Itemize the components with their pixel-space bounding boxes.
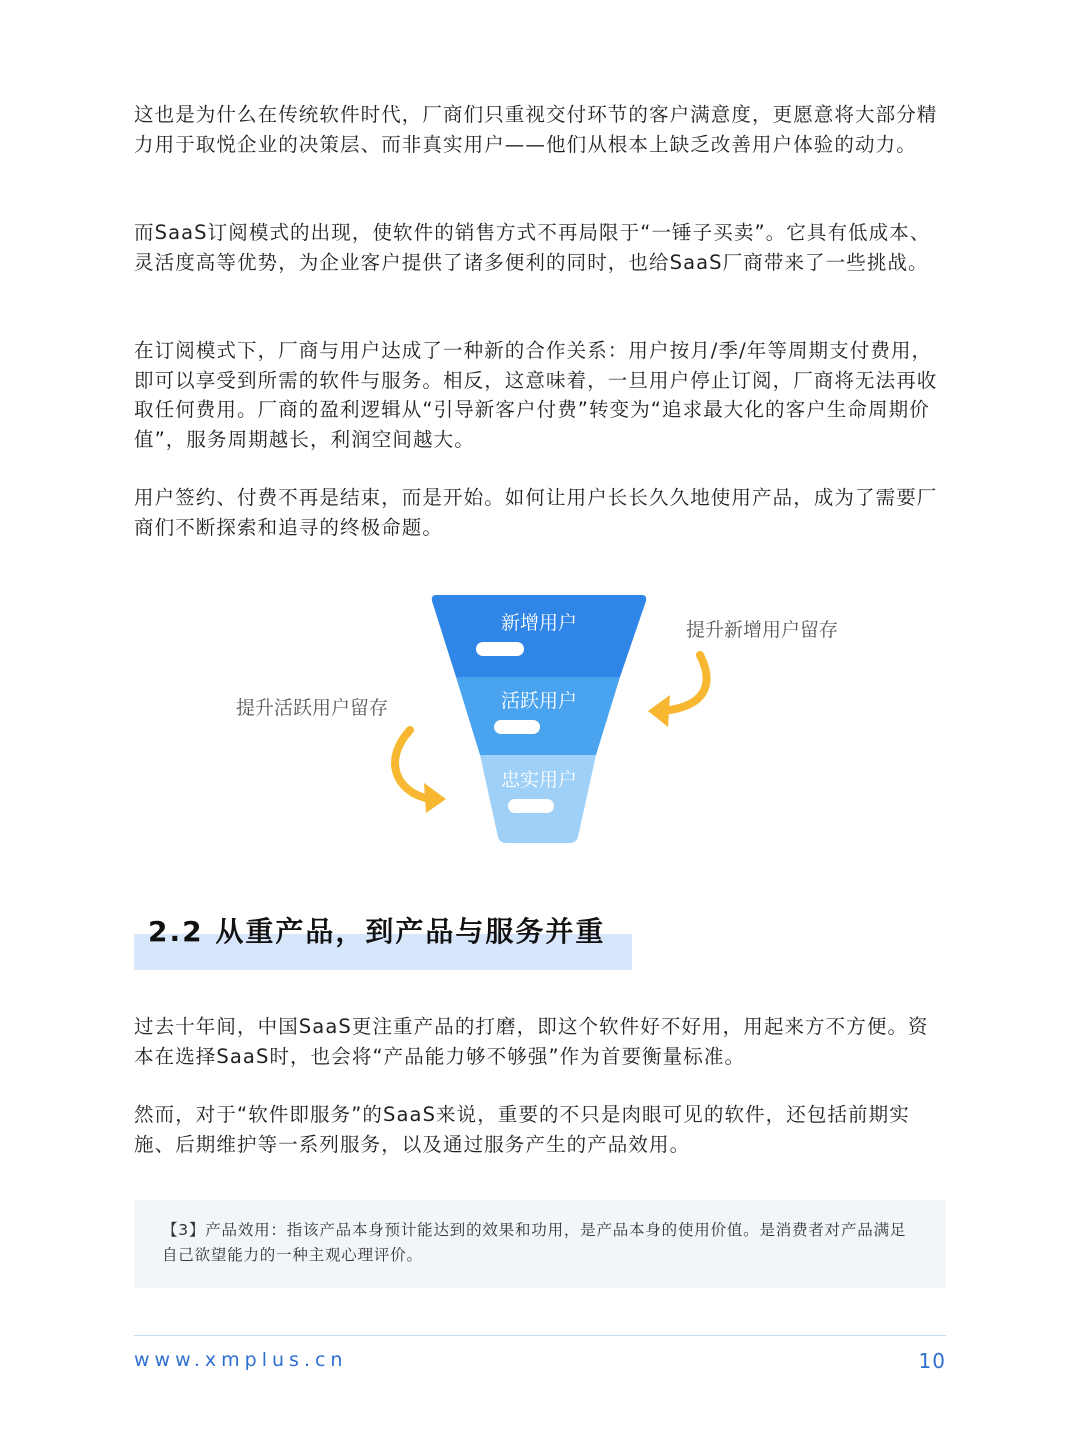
- paragraph-3: 在订阅模式下，厂商与用户达成了一种新的合作关系：用户按月/季/年等周期支付费用，即可以享受到所需的软件与服务。相反，这意味着，一旦用户停止订阅，厂商将无法再收取任何费用。厂商的盈利逻辑从“引导新客户付费”转变为“追求最大化的客户生命周期价值”，服务周期越长，利润空间越大。: [134, 339, 938, 451]
- left-label: 提升活跃用户留存: [236, 697, 389, 719]
- section-heading-text: 2.2 从重产品，到产品与服务并重: [148, 915, 606, 948]
- section-heading: [134, 910, 632, 970]
- left-arrowhead-icon: [424, 783, 446, 813]
- right-arrowhead-icon: [648, 695, 670, 727]
- paragraph-5: 过去十年间，中国SaaS更注重产品的打磨，即这个软件好不好用，用起来方不方便。资本在选择SaaS时，也会将“产品能力够不够强”作为首要衡量标准。: [134, 1015, 929, 1068]
- footnote-box: [134, 1200, 946, 1288]
- funnel-pill-1: [476, 642, 524, 656]
- footer-url-link[interactable]: www.xmplus.cn: [134, 1349, 348, 1371]
- right-label: 提升新增用户留存: [686, 619, 839, 641]
- funnel-label-new-users: 新增用户: [500, 612, 578, 634]
- paragraph-2: 而SaaS订阅模式的出现，使软件的销售方式不再局限于“一锤子买卖”。它具有低成本、灵活度高等优势，为企业客户提供了诸多便利的同时，也给SaaS厂商带来了一些挑战。: [134, 221, 931, 274]
- funnel-level-middle: [456, 677, 620, 755]
- page-number: 10: [918, 1349, 946, 1373]
- funnel-pill-2: [494, 720, 540, 734]
- footer-divider: [134, 1335, 946, 1336]
- paragraph-6: 然而，对于“软件即服务”的SaaS来说，重要的不只是肉眼可见的软件，还包括前期实施、后期维护等一系列服务，以及通过服务产生的产品效用。: [134, 1103, 910, 1156]
- funnel-label-active-users: 活跃用户: [500, 690, 578, 712]
- funnel-pill-3: [508, 799, 554, 813]
- footnote-text: 【3】产品效用：指该产品本身预计能达到的效果和功用，是产品本身的使用价值。是消费者对产品满足自己欲望能力的一种主观心理评价。: [162, 1221, 907, 1264]
- user-retention-funnel-diagram: [200, 585, 900, 855]
- funnel-level-top: [432, 595, 646, 677]
- paragraph-1: 这也是为什么在传统软件时代，厂商们只重视交付环节的客户满意度，更愿意将大部分精力用于取悦企业的决策层、而非真实用户——他们从根本上缺乏改善用户体验的动力。: [134, 103, 938, 156]
- paragraph-4: 用户签约、付费不再是结束，而是开始。如何让用户长长久久地使用产品，成为了需要厂商们不断探索和追寻的终极命题。: [134, 486, 938, 539]
- funnel-label-loyal-users: 忠实用户: [500, 769, 578, 791]
